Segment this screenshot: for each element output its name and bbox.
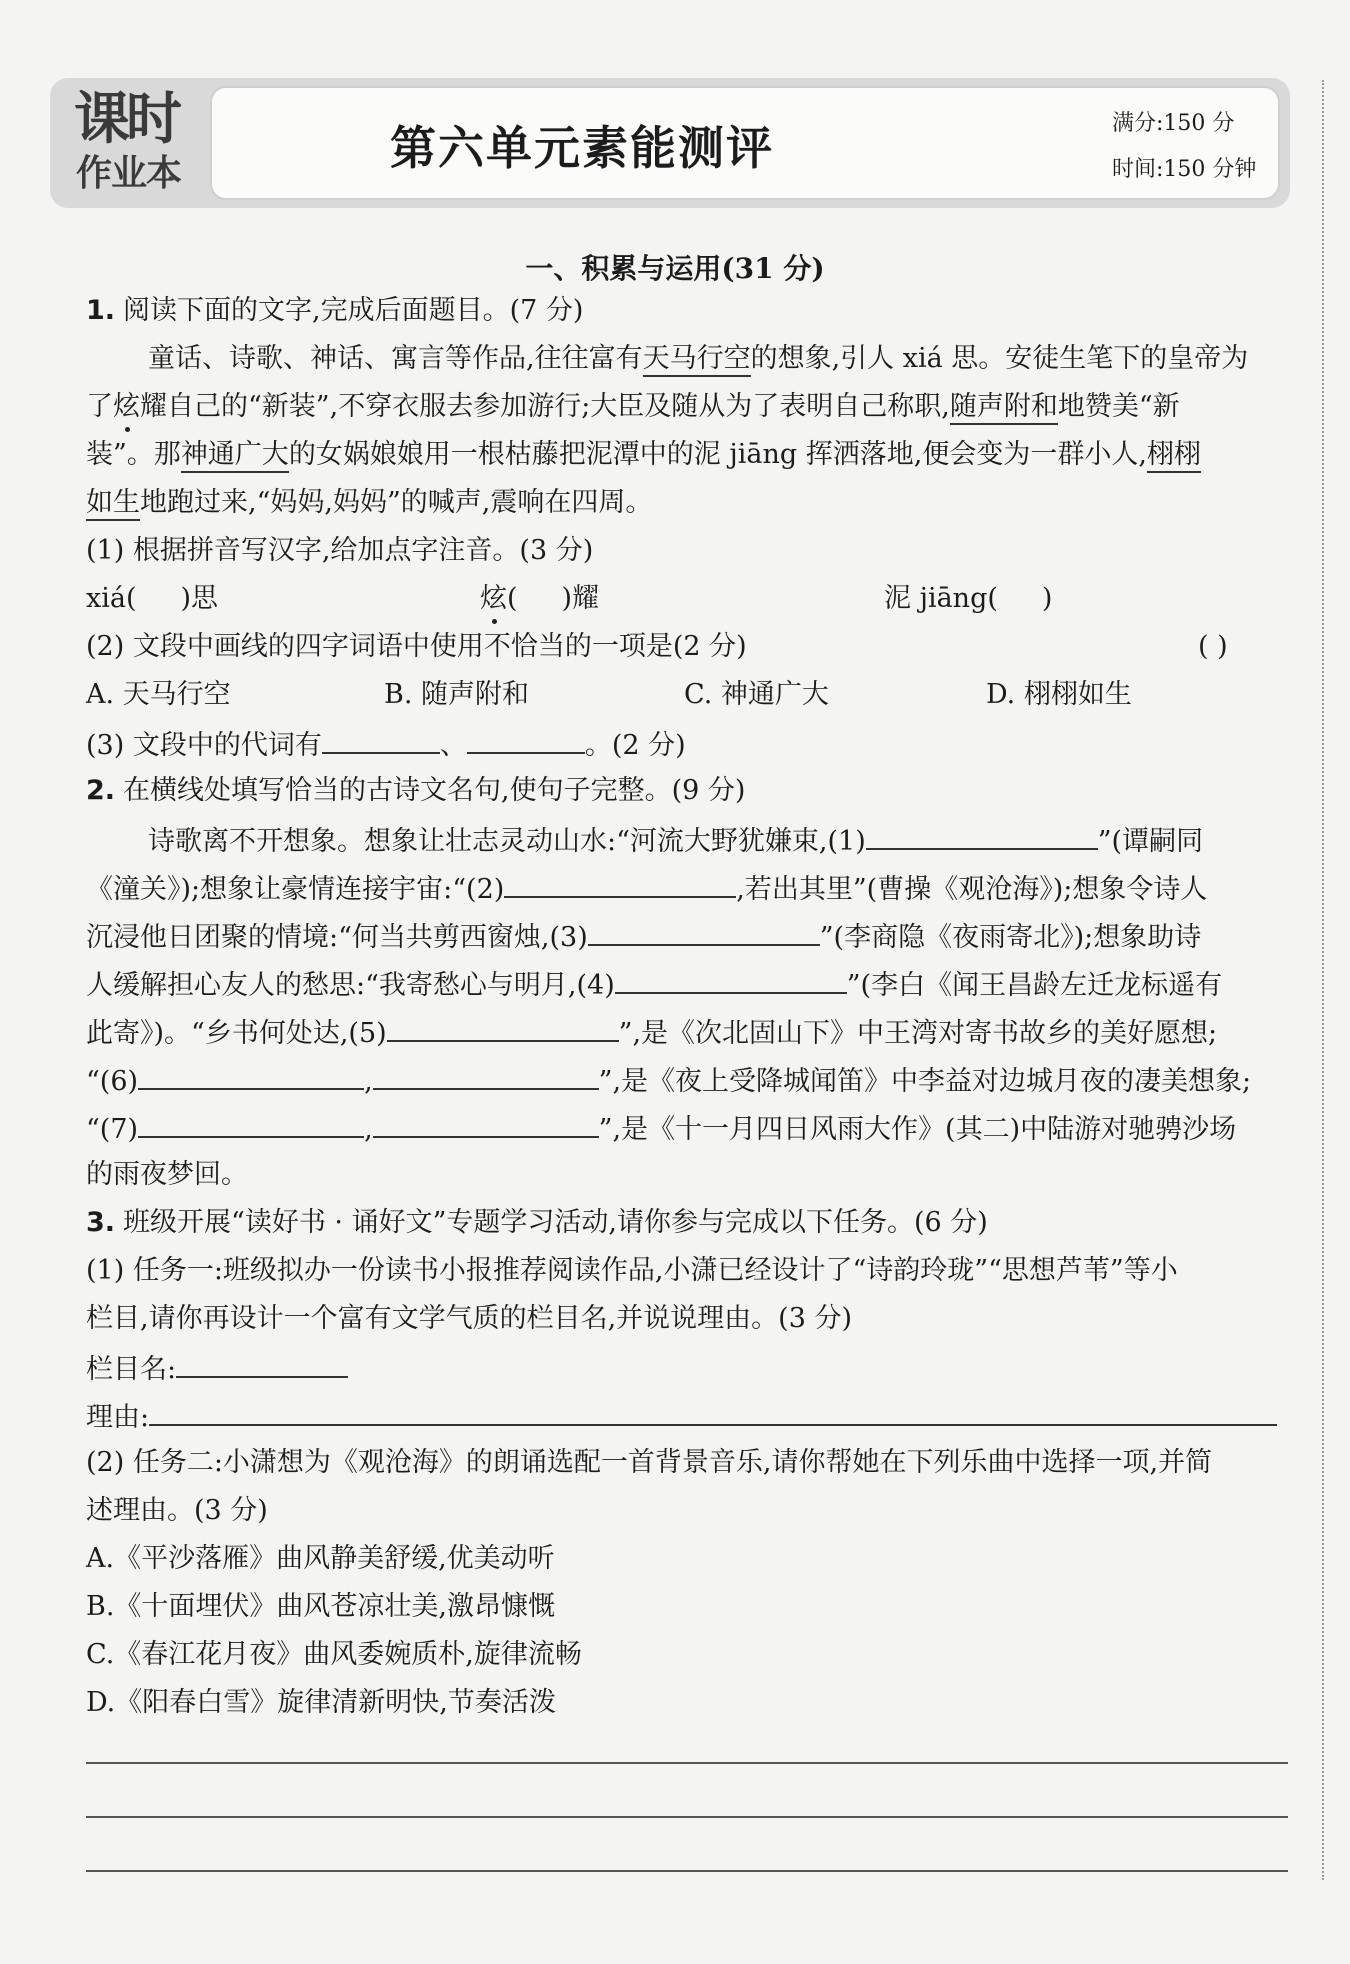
separator: 、 xyxy=(439,730,467,761)
column-name-label: 栏目名: xyxy=(86,1354,177,1385)
q2-line4 xyxy=(86,966,1222,1003)
q2-line3 xyxy=(86,918,1201,955)
answer-blank-4[interactable] xyxy=(615,966,847,994)
q2-text: 人缓解担心友人的愁思:“我寄愁心与明月,(4) xyxy=(86,970,615,1001)
q2-text: 《潼关》);想象让豪情连接宇宙:“(2) xyxy=(86,874,505,905)
answer-blank-1[interactable] xyxy=(866,822,1098,850)
q2-stem-line xyxy=(86,774,745,808)
q3-column-name-row xyxy=(86,1350,348,1387)
q2-text: ”(李白《闻王昌龄左迁龙标遥有 xyxy=(846,970,1223,1001)
q1-stem-line xyxy=(86,294,583,328)
q2-text: “(7) xyxy=(86,1114,139,1145)
q3-option-a[interactable]: A.《平沙落雁》曲风静美舒缓,优美动听 xyxy=(86,1543,555,1574)
q3-reason-row xyxy=(86,1398,1277,1435)
q1-option-c[interactable]: C. 神通广大 xyxy=(684,679,829,710)
q3-stem-line xyxy=(86,1206,988,1240)
q2-text: 沉浸他日团聚的情境:“何当共剪西窗烛,(3) xyxy=(86,922,588,953)
q1-passage-line3 xyxy=(86,438,1201,472)
q3-option-b[interactable]: B.《十面埋伏》曲风苍凉壮美,激昂慷慨 xyxy=(86,1591,556,1622)
q2-line1 xyxy=(148,822,1203,859)
underlined-word-1: 天马行空 xyxy=(643,343,751,377)
q2-text: 此寄》)。“乡书何处达,(5) xyxy=(86,1018,387,1049)
title-card xyxy=(210,86,1280,200)
q1-sub1: (1) 根据拼音写汉字,给加点字注音。(3 分) xyxy=(86,535,594,566)
answer-blank-7b[interactable] xyxy=(373,1110,599,1138)
full-score: 满分:150 分 xyxy=(1112,111,1235,136)
section-title: 一、积累与运用(31 分) xyxy=(525,252,825,285)
q1-passage-line4 xyxy=(86,486,652,520)
answer-line-2[interactable] xyxy=(86,1816,1288,1818)
q1-sub2: (2) 文段中画线的四字词语中使用不恰当的一项是(2 分) xyxy=(86,631,747,662)
q2-stem: 在横线处填写恰当的古诗文名句,使句子完整。(9 分) xyxy=(123,775,746,806)
q2-line6 xyxy=(86,1062,1251,1099)
margin-dotted-rule xyxy=(1322,80,1324,1880)
passage-text: 耀自己的“新装”,不穿衣服去参加游行;大臣及随从为了表明自己称职, xyxy=(140,391,950,422)
underlined-word-3: 神通广大 xyxy=(181,439,289,473)
separator: , xyxy=(364,1114,373,1145)
answer-slot-jiang-end: ) xyxy=(1041,583,1053,614)
q2-text: ”,是《十一月四日风雨大作》(其二)中陆游对驰骋沙场 xyxy=(598,1114,1237,1145)
passage-text: 地跑过来,“妈妈,妈妈”的喊声,震响在四周。 xyxy=(140,487,653,518)
answer-blank-2[interactable] xyxy=(504,870,736,898)
answer-slot-xia-end: )思 xyxy=(180,583,219,614)
q1-sub3-score: 。(2 分) xyxy=(584,730,686,761)
q1-stem: 阅读下面的文字,完成后面题目。(7 分) xyxy=(123,295,584,326)
brand-logo xyxy=(64,88,214,198)
q2-line2 xyxy=(86,870,1207,907)
answer-blank-5[interactable] xyxy=(387,1014,619,1042)
q2-text: ”(谭嗣同 xyxy=(1097,826,1204,857)
answer-line-3[interactable] xyxy=(86,1870,1288,1872)
underlined-word-4a: 栩栩 xyxy=(1147,439,1201,473)
exam-time: 时间:150 分钟 xyxy=(1112,157,1257,182)
brand-bottom-text: 作业本 xyxy=(76,153,182,194)
q2-text: “(6) xyxy=(86,1066,139,1097)
answer-slot-jiang: 泥 jiāng( xyxy=(884,583,998,614)
q1-option-a[interactable]: A. 天马行空 xyxy=(86,679,231,710)
q3-task2-line1: (2) 任务二:小潇想为《观沧海》的朗诵选配一首背景音乐,请你帮她在下列乐曲中选择一项,并简 xyxy=(86,1447,1213,1478)
q3-stem: 班级开展“读好书 · 诵好文”专题学习活动,请你参与完成以下任务。(6 分) xyxy=(123,1207,988,1238)
reason-label: 理由: xyxy=(86,1402,150,1433)
passage-text: 装”。那 xyxy=(86,439,181,470)
brand-top-text: 课时 xyxy=(74,87,178,152)
header-banner xyxy=(50,78,1290,208)
underlined-word-2: 随声附和 xyxy=(950,391,1058,425)
answer-slot-xuan-end: )耀 xyxy=(561,583,600,614)
q3-task2-line2: 述理由。(3 分) xyxy=(86,1495,268,1526)
underlined-word-4b: 如生 xyxy=(86,487,140,521)
q2-text: ”,是《夜上受降城闻笛》中李益对边城月夜的凄美想象; xyxy=(598,1066,1252,1097)
passage-text: 童话、诗歌、神话、寓言等作品,往往富有 xyxy=(148,343,643,374)
q3-number: 3. xyxy=(86,1207,116,1238)
dotted-char: 炫 xyxy=(113,391,140,422)
q2-line7 xyxy=(86,1110,1236,1147)
answer-slot-xuan: ( xyxy=(507,583,518,614)
q2-line8: 的雨夜梦回。 xyxy=(86,1159,248,1190)
answer-line-1[interactable] xyxy=(86,1762,1288,1764)
answer-blank-6a[interactable] xyxy=(138,1062,364,1090)
q2-text: 诗歌离不开想象。想象让壮志灵动山水:“河流大野犹嫌束,(1) xyxy=(148,826,866,857)
q3-task1-line2: 栏目,请你再设计一个富有文学气质的栏目名,并说说理由。(3 分) xyxy=(86,1303,852,1334)
q1-option-d[interactable]: D. 栩栩如生 xyxy=(986,679,1132,710)
q1-number: 1. xyxy=(86,295,116,326)
column-name-blank[interactable] xyxy=(176,1350,348,1378)
passage-text: 的女娲娘娘用一根枯藤把泥潭中的泥 jiāng 挥洒落地,便会变为一群小人, xyxy=(288,439,1147,470)
q1-sub1-items xyxy=(86,582,218,616)
q1-passage-line1 xyxy=(148,342,1248,376)
q1-sub1-item2 xyxy=(480,582,599,616)
q1-passage-line2 xyxy=(86,390,1180,424)
answer-blank[interactable] xyxy=(322,726,440,754)
passage-text: 的想象,引人 xiá 思。安徒生笔下的皇帝为 xyxy=(750,343,1249,374)
q1-sub3-text: (3) 文段中的代词有 xyxy=(86,730,322,761)
answer-blank-6b[interactable] xyxy=(373,1062,599,1090)
reason-blank[interactable] xyxy=(149,1398,1277,1426)
dotted-char: 炫 xyxy=(480,583,507,614)
q2-text: ”(李商隐《夜雨寄北》);想象助诗 xyxy=(819,922,1202,953)
q2-number: 2. xyxy=(86,775,116,806)
separator: , xyxy=(364,1066,373,1097)
passage-text: 了 xyxy=(86,391,113,422)
q3-task1-line1: (1) 任务一:班级拟办一份读书小报推荐阅读作品,小潇已经设计了“诗韵玲珑”“思想芦苇”等小 xyxy=(86,1255,1178,1286)
q2-text: ,若出其里”(曹操《观沧海》);想象令诗人 xyxy=(736,874,1208,905)
answer-blank-7a[interactable] xyxy=(138,1110,364,1138)
q3-option-c[interactable]: C.《春江花月夜》曲风委婉质朴,旋律流畅 xyxy=(86,1639,582,1670)
answer-blank[interactable] xyxy=(467,726,585,754)
q2-text: ”,是《次北固山下》中王湾对寄书故乡的美好愿想; xyxy=(618,1018,1218,1049)
answer-blank-3[interactable] xyxy=(588,918,820,946)
answer-slot-xia: xiá( xyxy=(86,583,137,614)
q1-option-b[interactable]: B. 随声附和 xyxy=(384,679,530,710)
q1-sub1-item3 xyxy=(884,582,1052,616)
page-title: 第六单元素能测评 xyxy=(390,121,774,175)
q3-option-d[interactable]: D.《阳春白雪》旋律清新明快,节奏活泼 xyxy=(86,1687,556,1718)
q1-sub3 xyxy=(86,726,686,763)
passage-text: 地赞美“新 xyxy=(1057,391,1180,422)
q2-line5 xyxy=(86,1014,1217,1051)
q1-sub2-answer-paren[interactable]: ( ) xyxy=(1198,631,1228,662)
